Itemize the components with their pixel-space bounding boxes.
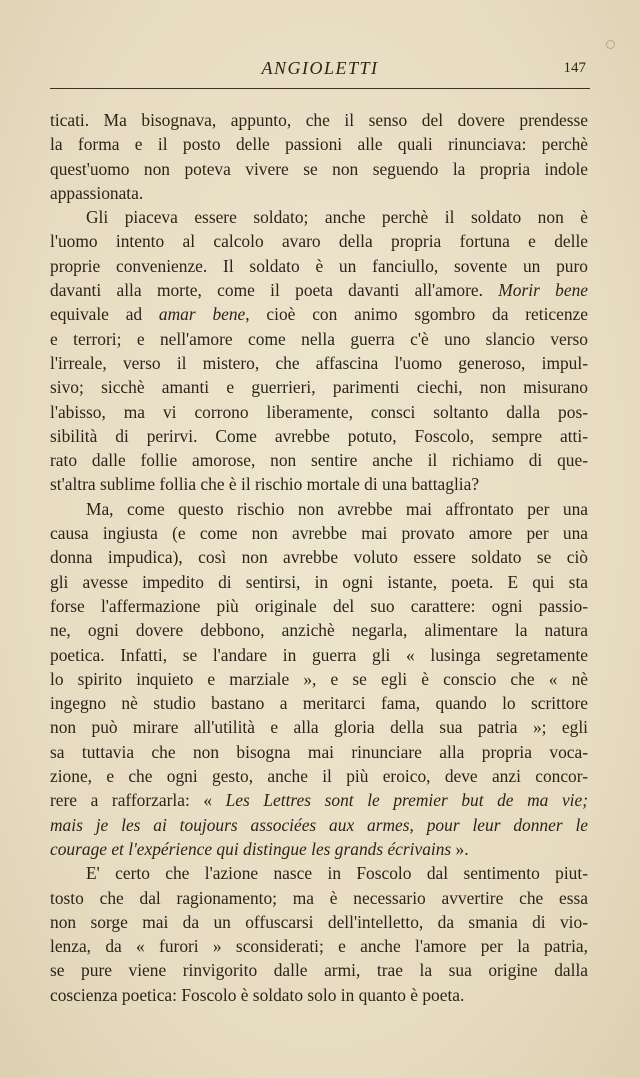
page-number: 147 [563, 60, 586, 76]
text-line: se pure viene rinvigorito dalle armi, trae la sua origine dalla [50, 960, 588, 981]
text-line: non sorge mai da un offuscarsi dell'intelletto, da smania di vio- [50, 911, 588, 932]
page-header [50, 58, 590, 88]
text-line: donna impudica), così non avrebbe voluto essere soldato se ciò [50, 547, 588, 568]
text-line: proprie convenienze. Il soldato è un fanciullo, sovente un puro [50, 255, 588, 276]
text-line: e terrori; e nell'amore come nella guerra c'è uno slancio verso [50, 328, 588, 349]
text-line: non può mirare all'utilità e alla gloria della sua patria »; egli [50, 717, 588, 738]
text-line: l'irreale, verso il mistero, che affascina l'uomo generoso, impul- [50, 352, 588, 373]
text-line: la forma e il posto delle passioni alle quali rinunciava: perchè [50, 134, 588, 155]
text-line: l'uomo intento al calcolo avaro della propria fortuna e delle [50, 231, 588, 252]
header-rule [50, 88, 590, 89]
running-title: ANGIOLETTI [261, 58, 379, 78]
paragraph-3 [50, 497, 588, 861]
text-line: Gli piaceva essere soldato; anche perchè il soldato non è [86, 207, 588, 228]
text-line: sibilità di perirvi. Come avrebbe potuto, Foscolo, sempre atti- [50, 425, 588, 446]
text-line: lo spirito inquieto e marziale », e se egli è conscio che « nè [50, 668, 588, 689]
text-line: quest'uomo non poteva vivere se non seguendo la propria indole [50, 158, 588, 179]
text-line: lenza, da « furori » sconsiderati; e anche l'amore per la patria, [50, 936, 588, 957]
text-line: sa tuttavia che non bisogna mai rinunciare alla propria voca- [50, 741, 588, 762]
paragraph-1 [50, 108, 588, 205]
text-line: ingegno nè studio bastano a meritarci fama, quando lo scrittore [50, 693, 588, 714]
text-line: forse l'affermazione più originale del suo carattere: ogni passio- [50, 595, 588, 616]
text-line: equivale ad amar bene, cioè con animo sgombro da reticenze [50, 304, 588, 325]
text-line: st'altra sublime follia che è il rischio mortale di una battaglia? [50, 474, 480, 495]
text-line: zione, e che ogni gesto, anche il più eroico, deve anzi concor- [50, 766, 588, 787]
text-line: causa ingiusta (e come non avrebbe mai provato amore per una [50, 523, 588, 544]
text-line: tosto che dal ragionamento; ma è necessario avvertire che essa [50, 887, 588, 908]
text-line: davanti alla morte, come il poeta davanti all'amore. Morir bene [50, 280, 588, 301]
text-line: gli avesse impedito di sentirsi, in ogni istante, poeta. E qui sta [50, 571, 588, 592]
text-line: ticati. Ma bisognava, appunto, che il senso del dovere prendesse [50, 110, 588, 130]
paragraph-4 [50, 861, 588, 1007]
text-line: appassionata. [50, 182, 144, 203]
text-line: sivo; sicchè amanti e guerrieri, parimenti ciechi, non misurano [50, 377, 588, 398]
text-line: rato dalle follie amorose, non sentire anche il richiamo di que- [50, 450, 588, 471]
text-line: rere a rafforzarla: « Les Lettres sont le premier but de ma vie; [50, 790, 589, 811]
paragraph-2 [50, 205, 588, 497]
body-text [50, 108, 588, 1007]
text-line: poetica. Infatti, se l'andare in guerra gli « lusinga segretamente [50, 644, 588, 665]
text-line: E' certo che l'azione nasce in Foscolo dal sentimento piut- [86, 863, 588, 884]
text-line: l'abisso, ma vi corrono liberamente, consci soltanto dalla pos- [50, 401, 588, 422]
text-line: coscienza poetica: Foscolo è soldato solo in quanto è poeta. [50, 984, 465, 1005]
text-line: mais je les ai toujours associées aux armes, pour leur donner le [50, 814, 588, 835]
text-line: ne, ogni dovere debbono, anzichè negarla, alimentare la natura [50, 620, 588, 641]
text-line: Ma, come questo rischio non avrebbe mai affrontato per una [86, 498, 588, 519]
text-line: courage et l'expérience qui distingue les grands écrivains ». [50, 838, 469, 859]
paper-mark-icon [606, 40, 615, 49]
